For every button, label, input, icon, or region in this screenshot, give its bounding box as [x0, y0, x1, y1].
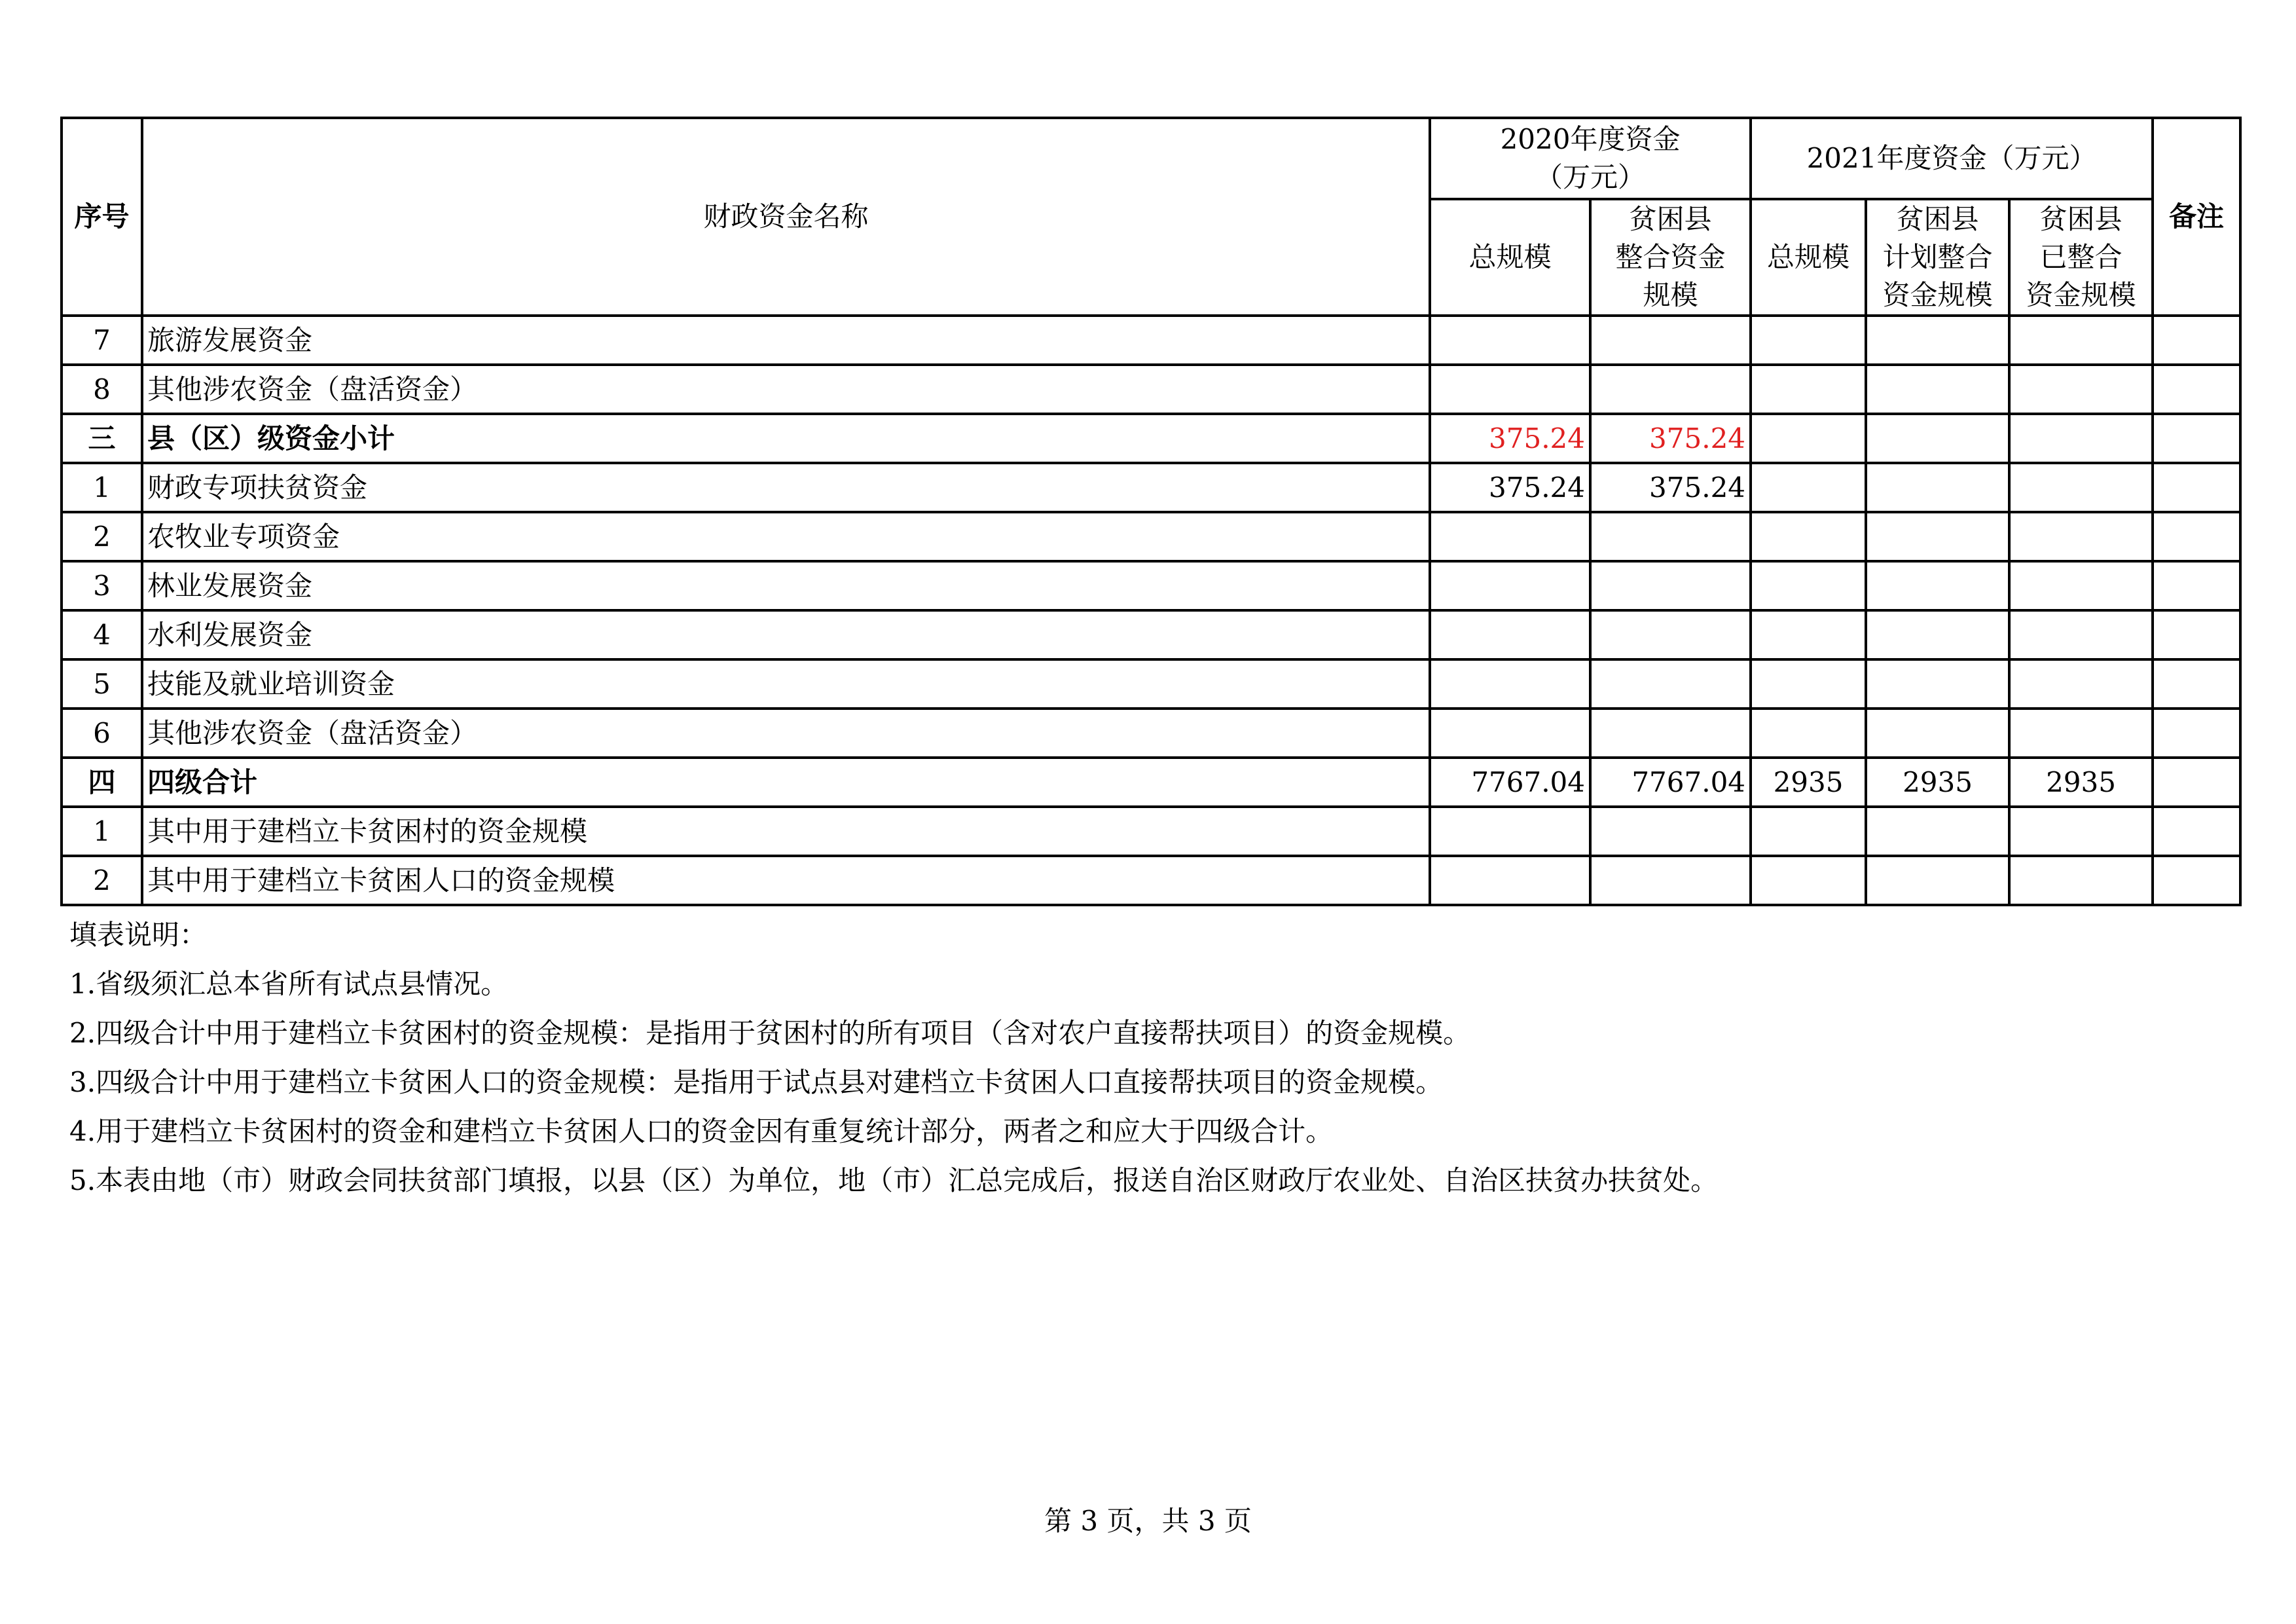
- header-funds-2020: 2020年度资金 （万元）: [1430, 118, 1751, 199]
- row-remarks: [2153, 316, 2240, 365]
- row-total-2020: 375.24: [1430, 414, 1590, 463]
- row-poor-integrated-2020: 7767.04: [1590, 758, 1751, 807]
- row-total-2021: [1751, 463, 1866, 512]
- row-poor-done-2021: 2935: [2009, 758, 2153, 807]
- row-total-2021: [1751, 709, 1866, 758]
- row-remarks: [2153, 758, 2240, 807]
- table-row: [62, 365, 2240, 414]
- row-remarks: [2153, 414, 2240, 463]
- row-seq: 2: [62, 856, 142, 905]
- row-total-2020: [1430, 512, 1590, 561]
- row-poor-integrated-2020: [1590, 316, 1751, 365]
- row-name: 其中用于建档立卡贫困村的资金规模: [142, 807, 1430, 856]
- row-total-2020: [1430, 807, 1590, 856]
- table-row: [62, 758, 2240, 807]
- row-name: 四级合计: [142, 758, 1430, 807]
- row-poor-integrated-2020: [1590, 610, 1751, 659]
- instruction-item: 3.四级合计中用于建档立卡贫困人口的资金规模：是指用于试点县对建档立卡贫困人口直接帮扶项目的资金规模。: [69, 1066, 1444, 1098]
- row-poor-planned-2021: [1866, 414, 2009, 463]
- row-seq: 4: [62, 610, 142, 659]
- row-poor-integrated-2020: [1590, 512, 1751, 561]
- table-row: [62, 807, 2240, 856]
- row-remarks: [2153, 807, 2240, 856]
- row-poor-planned-2021: 2935: [1866, 758, 2009, 807]
- row-seq: 3: [62, 561, 142, 610]
- row-poor-done-2021: [2009, 659, 2153, 709]
- row-name: 旅游发展资金: [142, 316, 1430, 365]
- row-remarks: [2153, 610, 2240, 659]
- row-name: 农牧业专项资金: [142, 512, 1430, 561]
- row-remarks: [2153, 512, 2240, 561]
- row-total-2020: [1430, 856, 1590, 905]
- row-poor-done-2021: [2009, 463, 2153, 512]
- row-poor-done-2021: [2009, 512, 2153, 561]
- row-total-2021: [1751, 807, 1866, 856]
- row-remarks: [2153, 709, 2240, 758]
- instructions: [69, 910, 1718, 1205]
- row-total-2021: [1751, 316, 1866, 365]
- row-name: 县（区）级资金小计: [142, 414, 1430, 463]
- row-poor-done-2021: [2009, 365, 2153, 414]
- row-poor-planned-2021: [1866, 561, 2009, 610]
- row-total-2021: [1751, 512, 1866, 561]
- row-remarks: [2153, 856, 2240, 905]
- row-poor-integrated-2020: 375.24: [1590, 414, 1751, 463]
- table-row: [62, 610, 2240, 659]
- row-seq: 四: [62, 758, 142, 807]
- row-seq: 1: [62, 807, 142, 856]
- table-row: [62, 463, 2240, 512]
- row-poor-planned-2021: [1866, 316, 2009, 365]
- row-poor-integrated-2020: [1590, 709, 1751, 758]
- row-poor-integrated-2020: [1590, 561, 1751, 610]
- table-body: [62, 316, 2240, 905]
- row-poor-planned-2021: [1866, 709, 2009, 758]
- row-poor-planned-2021: [1866, 856, 2009, 905]
- row-total-2020: [1430, 659, 1590, 709]
- instructions-title: 填表说明：: [69, 919, 208, 951]
- row-name: 水利发展资金: [142, 610, 1430, 659]
- row-total-2021: [1751, 856, 1866, 905]
- row-poor-integrated-2020: [1590, 856, 1751, 905]
- row-total-2020: [1430, 316, 1590, 365]
- table-row: [62, 316, 2240, 365]
- row-total-2020: [1430, 610, 1590, 659]
- row-total-2021: [1751, 365, 1866, 414]
- row-total-2020: 7767.04: [1430, 758, 1590, 807]
- header-seq: 序号: [62, 118, 142, 316]
- header-poor-integrated-2020: 贫困县 整合资金 规模: [1590, 199, 1751, 316]
- row-poor-done-2021: [2009, 561, 2153, 610]
- row-total-2021: [1751, 414, 1866, 463]
- row-poor-planned-2021: [1866, 365, 2009, 414]
- table-row: [62, 709, 2240, 758]
- header-funds-2021: 2021年度资金（万元）: [1751, 118, 2153, 199]
- header-total-2020: 总规模: [1430, 199, 1590, 316]
- row-seq: 8: [62, 365, 142, 414]
- row-name: 技能及就业培训资金: [142, 659, 1430, 709]
- row-total-2020: [1430, 365, 1590, 414]
- table-row: [62, 414, 2240, 463]
- row-seq: 三: [62, 414, 142, 463]
- row-poor-done-2021: [2009, 807, 2153, 856]
- header-remarks: 备注: [2153, 118, 2240, 316]
- header-name: 财政资金名称: [142, 118, 1430, 316]
- row-seq: 7: [62, 316, 142, 365]
- row-poor-done-2021: [2009, 316, 2153, 365]
- row-seq: 5: [62, 659, 142, 709]
- row-remarks: [2153, 365, 2240, 414]
- row-total-2021: 2935: [1751, 758, 1866, 807]
- row-poor-done-2021: [2009, 414, 2153, 463]
- row-seq: 6: [62, 709, 142, 758]
- row-remarks: [2153, 659, 2240, 709]
- instruction-item: 5.本表由地（市）财政会同扶贫部门填报，以县（区）为单位，地（市）汇总完成后，报送自治区财政厅农业处、自治区扶贫办扶贫处。: [69, 1164, 1719, 1196]
- header-total-2021: 总规模: [1751, 199, 1866, 316]
- table-row: [62, 512, 2240, 561]
- row-poor-planned-2021: [1866, 463, 2009, 512]
- table-row: [62, 659, 2240, 709]
- page-number: 第 3 页，共 3 页: [1044, 1505, 1252, 1537]
- header-poor-done-2021: 贫困县 已整合 资金规模: [2009, 199, 2153, 316]
- row-name: 其他涉农资金（盘活资金）: [142, 709, 1430, 758]
- row-poor-integrated-2020: 375.24: [1590, 463, 1751, 512]
- row-total-2020: 375.24: [1430, 463, 1590, 512]
- row-name: 林业发展资金: [142, 561, 1430, 610]
- row-seq: 1: [62, 463, 142, 512]
- header-poor-planned-2021: 贫困县 计划整合 资金规模: [1866, 199, 2009, 316]
- row-remarks: [2153, 463, 2240, 512]
- row-poor-integrated-2020: [1590, 659, 1751, 709]
- row-poor-done-2021: [2009, 709, 2153, 758]
- row-remarks: [2153, 561, 2240, 610]
- table-row: [62, 856, 2240, 905]
- row-poor-done-2021: [2009, 610, 2153, 659]
- row-name: 其他涉农资金（盘活资金）: [142, 365, 1430, 414]
- row-total-2021: [1751, 610, 1866, 659]
- row-name: 其中用于建档立卡贫困人口的资金规模: [142, 856, 1430, 905]
- row-total-2021: [1751, 659, 1866, 709]
- row-poor-planned-2021: [1866, 807, 2009, 856]
- row-total-2020: [1430, 561, 1590, 610]
- instruction-item: 1.省级须汇总本省所有试点县情况。: [69, 968, 509, 1000]
- table-row: [62, 561, 2240, 610]
- funds-table: [60, 117, 2242, 906]
- instruction-item: 4.用于建档立卡贫困村的资金和建档立卡贫困人口的资金因有重复统计部分，两者之和应大于四级合计。: [69, 1115, 1334, 1147]
- row-name: 财政专项扶贫资金: [142, 463, 1430, 512]
- row-poor-done-2021: [2009, 856, 2153, 905]
- row-poor-planned-2021: [1866, 659, 2009, 709]
- row-poor-integrated-2020: [1590, 807, 1751, 856]
- row-poor-planned-2021: [1866, 512, 2009, 561]
- row-poor-planned-2021: [1866, 610, 2009, 659]
- instruction-item: 2.四级合计中用于建档立卡贫困村的资金规模：是指用于贫困村的所有项目（含对农户直接帮扶项目）的资金规模。: [69, 1017, 1471, 1049]
- row-seq: 2: [62, 512, 142, 561]
- instructions-list: [69, 959, 1718, 1205]
- row-poor-integrated-2020: [1590, 365, 1751, 414]
- row-total-2021: [1751, 561, 1866, 610]
- row-total-2020: [1430, 709, 1590, 758]
